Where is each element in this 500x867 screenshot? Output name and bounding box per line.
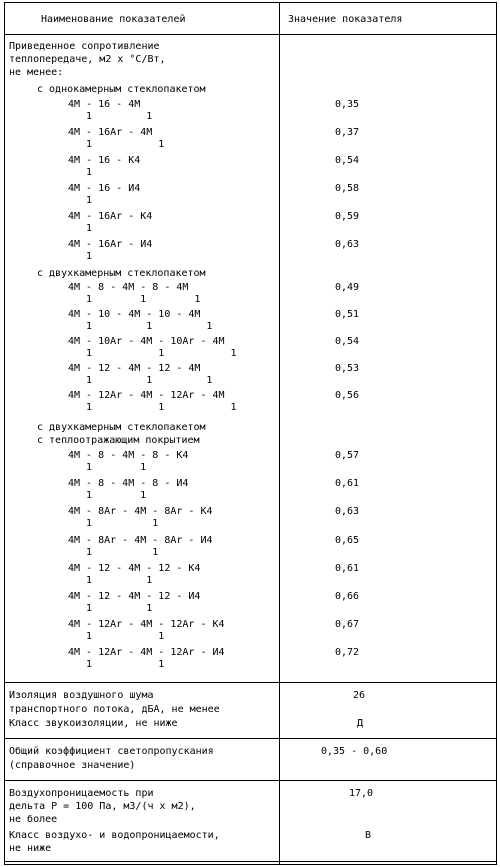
glazing-formula: 4М - 8 - 4М - 8 - К4 xyxy=(68,450,189,461)
glazing-formula: 4М - 8 - 4М - 8 - 4М xyxy=(68,282,189,293)
glazing-formula: 4М - 12Ar - 4М - 12Ar - 4М xyxy=(68,390,225,401)
noise-line-2: транспортного потока, дБА, не менее xyxy=(9,704,220,715)
glazing-value: 0,57 xyxy=(335,450,360,461)
row-divider-2 xyxy=(5,738,496,739)
glazing-formula: 4М - 16 - И4 xyxy=(68,183,141,194)
glazing-value: 0,56 xyxy=(335,390,360,401)
glazing-subscript: 1 1 1 xyxy=(86,294,201,305)
glazing-formula: 4М - 10 - 4М - 10 - 4М xyxy=(68,309,201,320)
glazing-subscript: 1 xyxy=(86,195,93,206)
glazing-value: 0,66 xyxy=(335,591,360,602)
glazing-value: 0,35 xyxy=(335,99,360,110)
glazing-value: 0,53 xyxy=(335,363,360,374)
glazing-value: 0,67 xyxy=(335,619,360,631)
header-divider xyxy=(5,34,496,35)
glazing-subscript: 1 1 1 xyxy=(86,348,237,359)
group-double-chamber: с двухкамерным стеклопакетом xyxy=(37,268,206,279)
glazing-value: 0,63 xyxy=(335,239,360,250)
glazing-subscript: 1 1 xyxy=(86,490,147,502)
glazing-subscript: 1 1 xyxy=(86,139,165,150)
glazing-subscript: 1 1 1 xyxy=(86,402,237,413)
glazing-formula: 4М - 16 - К4 xyxy=(68,155,141,166)
glazing-subscript: 1 1 xyxy=(86,603,153,614)
glazing-subscript: 1 xyxy=(86,223,93,234)
glazing-value: 0,72 xyxy=(335,647,360,659)
glazing-formula: 4М - 12 - 4М - 12 - К4 xyxy=(68,562,201,574)
glazing-formula: 4М - 8Ar - 4М - 8Ar - И4 xyxy=(68,534,213,546)
noise-line-1: Изоляция воздушного шума xyxy=(9,690,154,701)
row-divider-1 xyxy=(5,682,496,683)
glazing-subscript: 1 1 xyxy=(86,462,147,473)
glazing-formula: 4М - 12Ar - 4М - 12Ar - И4 xyxy=(68,647,225,659)
heat-title-line-1: Приведенное сопротивление xyxy=(9,41,160,52)
glazing-formula: 4М - 10Ar - 4М - 10Ar - 4М xyxy=(68,336,225,347)
glazing-subscript: 1 1 1 xyxy=(86,375,213,386)
glazing-value: 0,65 xyxy=(335,534,360,546)
glazing-value: 0,49 xyxy=(335,282,360,293)
column-divider xyxy=(279,3,280,864)
noise-line-3: Класс звукоизоляции, не ниже xyxy=(9,718,178,729)
glazing-value: 0,37 xyxy=(335,127,360,138)
air-line-5: не ниже xyxy=(9,843,52,854)
air-line-3: не более xyxy=(9,814,58,825)
air-class: В xyxy=(365,830,372,841)
glazing-subscript: 1 1 1 xyxy=(86,321,213,332)
air-line-2: дельта P = 100 Па, м3/(ч x м2), xyxy=(9,801,196,812)
glazing-subscript: 1 1 xyxy=(86,518,159,530)
glazing-value: 0,58 xyxy=(335,183,360,194)
glazing-formula: 4М - 12Ar - 4М - 12Ar - К4 xyxy=(68,619,225,631)
glazing-formula: 4М - 8Ar - 4М - 8Ar - К4 xyxy=(68,506,213,518)
row-divider-4 xyxy=(5,861,496,862)
glazing-value: 0,54 xyxy=(335,155,360,166)
glazing-value: 0,63 xyxy=(335,506,360,518)
glazing-formula: 4М - 16Ar - И4 xyxy=(68,239,153,250)
heat-title-line-2: теплопередаче, м2 x °С/Вт, xyxy=(9,54,166,65)
air-line-4: Класс воздухо- и водопроницаемости, xyxy=(9,830,220,841)
noise-class: Д xyxy=(357,718,364,729)
light-value: 0,35 - 0,60 xyxy=(321,746,388,757)
glazing-value: 0,54 xyxy=(335,336,360,347)
group-single-chamber: с однокамерным стеклопакетом xyxy=(37,84,206,95)
indicators-table xyxy=(4,2,497,865)
noise-value: 26 xyxy=(353,690,366,701)
glazing-subscript: 1 xyxy=(86,167,93,178)
glazing-subscript: 1 1 xyxy=(86,631,165,643)
glazing-formula: 4М - 12 - 4М - 12 - 4М xyxy=(68,363,201,374)
glazing-value: 0,51 xyxy=(335,309,360,320)
glazing-formula: 4М - 16 - 4М xyxy=(68,99,141,110)
glazing-value: 0,61 xyxy=(335,562,360,574)
glazing-subscript: 1 1 xyxy=(86,659,165,671)
glazing-subscript: 1 1 xyxy=(86,111,153,122)
glazing-formula: 4М - 16Ar - 4М xyxy=(68,127,153,138)
glazing-value: 0,59 xyxy=(335,211,360,222)
header-name-column: Наименование показателей xyxy=(41,14,186,25)
air-value: 17,0 xyxy=(349,788,374,799)
light-line-1: Общий коэффициент светопропускания xyxy=(9,746,214,757)
glazing-subscript: 1 1 xyxy=(86,546,159,558)
glazing-value: 0,61 xyxy=(335,478,360,490)
header-value-column: Значение показателя xyxy=(288,14,403,25)
glazing-subscript: 1 xyxy=(86,251,93,262)
row-divider-3 xyxy=(5,780,496,781)
glazing-formula: 4М - 16Ar - К4 xyxy=(68,211,153,222)
light-line-2: (справочное значение) xyxy=(9,760,136,771)
group-coated-line-1: с двухкамерным стеклопакетом xyxy=(37,422,206,433)
glazing-formula: 4М - 12 - 4М - 12 - И4 xyxy=(68,591,201,602)
group-coated-line-2: с теплоотражающим покрытием xyxy=(37,435,200,446)
glazing-formula: 4М - 8 - 4М - 8 - И4 xyxy=(68,478,189,490)
air-line-1: Воздухопроницаемость при xyxy=(9,788,154,799)
heat-title-line-3: не менее: xyxy=(9,67,64,78)
glazing-subscript: 1 1 xyxy=(86,574,153,586)
